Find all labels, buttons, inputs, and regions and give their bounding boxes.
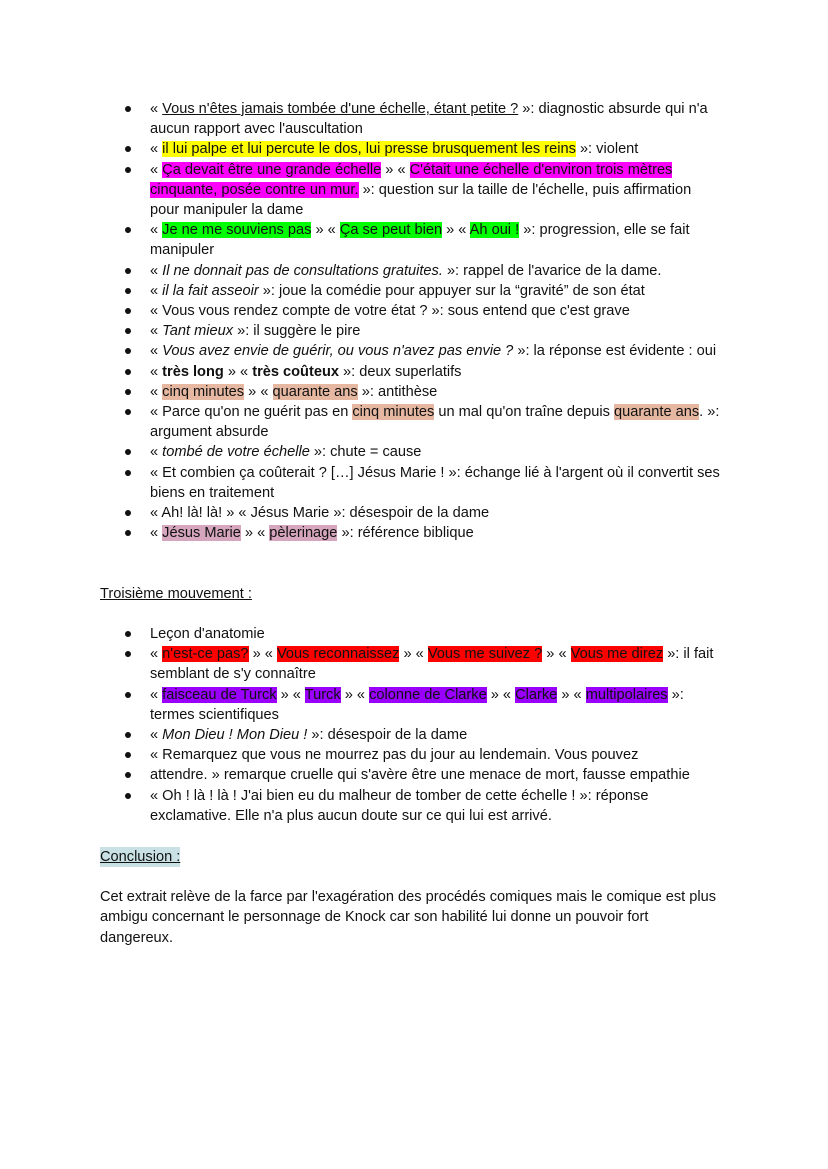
item-text: « — [150, 141, 163, 158]
highlighted-quote: Ça se peut bien — [339, 222, 443, 239]
item-text: » « — [276, 686, 305, 703]
item-text: »: question sur la taille de l'échelle, puis affirmation pour manipuler la dame — [150, 181, 692, 219]
highlighted-quote: C'était une échelle d'environ trois mètres cinquante, posée contre un mur. — [150, 161, 673, 198]
list-item — [0, 99, 720, 139]
list-item — [0, 341, 720, 361]
item-text: « — [150, 323, 163, 340]
item-text: « — [150, 383, 163, 400]
item-text: » « — [223, 363, 253, 380]
list-item — [0, 725, 720, 745]
list-item — [0, 685, 720, 725]
item-text: » « — [399, 646, 428, 663]
item-text: « Remarquez que vous ne mourrez pas du jour au lendemain. Vous pouvez — [150, 747, 639, 764]
item-text: . »: argument absurde — [150, 404, 720, 441]
item-text: »: deux superlatifs — [338, 363, 462, 380]
list-item — [0, 281, 720, 301]
highlighted-quote: colonne de Clarke — [369, 686, 487, 703]
item-text: »: désespoir de la dame — [307, 727, 468, 744]
item-text: « Oh ! là ! là ! J'ai bien eu du malheur de tomber de cette échelle ! »: réponse exclamative. Elle n'a plus aucun doute sur ce qui lui est arrivé. — [150, 787, 649, 824]
item-text: « Vous vous rendez compte de votre état ? »: sous entend que c'est grave — [150, 303, 630, 320]
item-text: » « — [381, 161, 410, 178]
item-text: Leçon d'anatomie — [150, 626, 265, 642]
list-item — [0, 463, 720, 503]
list-item — [0, 139, 720, 159]
item-text: »: antithèse — [357, 383, 438, 400]
highlighted-quote: Clarke — [515, 686, 558, 703]
conclusion-heading: Conclusion : — [100, 849, 181, 865]
third-movement-heading: Troisième mouvement : — [100, 586, 252, 602]
list-item — [0, 362, 720, 382]
item-text: » « — [557, 686, 586, 703]
item-text: »: il fait semblant de s'y connaître — [150, 646, 714, 683]
highlighted-quote: quarante ans — [272, 383, 358, 400]
item-text: « — [150, 727, 163, 744]
highlighted-quote: Vous me direz — [570, 646, 664, 663]
highlighted-quote: Vous me suivez ? — [427, 646, 543, 663]
item-text: « — [150, 222, 163, 239]
list-item — [0, 644, 720, 684]
item-text: »: la réponse est évidente : oui — [513, 343, 717, 360]
item-text: très long — [162, 363, 224, 380]
item-text: il la fait asseoir — [162, 282, 259, 299]
list-item — [0, 765, 720, 785]
item-text: « — [150, 444, 163, 461]
highlighted-quote: Je ne me souviens pas — [162, 222, 312, 239]
item-text: » « — [244, 383, 273, 400]
item-text: attendre. » remarque cruelle qui s'avère être une menace de mort, fausse empathie — [150, 767, 690, 784]
highlighted-quote: cinq minutes — [162, 383, 245, 400]
item-text: »: référence biblique — [337, 525, 474, 542]
item-text: « — [150, 161, 163, 178]
highlighted-quote: multipolaires — [585, 686, 668, 703]
list-item — [0, 160, 720, 221]
conclusion-paragraph: Cet extrait relève de la farce par l'exagération des procédés comiques mais le comique est plus ambigu concernant le personnage de Knock car son habilité lui donne un pouvoir fort dangereux. — [100, 889, 717, 946]
list-item — [0, 301, 720, 321]
item-text: » « — [340, 686, 370, 703]
item-text: »: joue la comédie pour appuyer sur la “gravité” de son état — [258, 282, 645, 299]
list-item — [0, 382, 720, 402]
item-text: « — [150, 343, 163, 360]
item-text: « — [150, 363, 163, 380]
item-text: Mon Dieu ! Mon Dieu ! — [162, 727, 308, 744]
item-text: « — [150, 101, 163, 117]
list-item — [0, 786, 720, 826]
item-text: Il ne donnait pas de consultations gratuites. — [162, 262, 443, 279]
list-item — [0, 745, 720, 765]
item-text: un mal qu'on traîne depuis — [434, 404, 614, 421]
highlighted-quote: Ah oui ! — [469, 222, 520, 239]
highlighted-quote: faisceau de Turck — [162, 686, 277, 703]
item-text: »: diagnostic absurde qui n'a aucun rapport avec l'auscultation — [150, 101, 708, 138]
item-text: « — [150, 646, 163, 663]
item-text: »: violent — [575, 141, 639, 158]
item-text: très coûteux — [252, 363, 339, 380]
list-item — [0, 402, 720, 442]
item-text: » « — [248, 646, 277, 663]
item-text: »: il suggère le pire — [233, 323, 361, 340]
item-text: »: termes scientifiques — [150, 686, 684, 723]
item-text: « — [150, 525, 163, 542]
item-text: » « — [542, 646, 571, 663]
highlighted-quote: Turck — [304, 686, 341, 703]
item-text: « Parce qu'on ne guérit pas en — [150, 404, 353, 421]
item-text: « Ah! là! là! » « Jésus Marie »: désespoir de la dame — [150, 505, 490, 522]
list-item — [0, 220, 720, 260]
highlighted-quote: quarante ans — [613, 404, 700, 421]
highlighted-quote: Ça devait être une grande échelle — [162, 161, 382, 178]
item-text: Tant mieux — [162, 323, 234, 340]
item-text: « — [150, 282, 163, 299]
item-text: « — [150, 686, 163, 703]
highlighted-quote: il lui palpe et lui percute le dos, lui presse brusquement les reins — [162, 141, 576, 158]
list-item — [0, 321, 720, 341]
list-item — [0, 523, 720, 543]
highlighted-quote: cinq minutes — [352, 404, 435, 421]
item-text: » « — [486, 686, 516, 703]
list-item — [0, 261, 720, 281]
item-text: Vous n'êtes jamais tombée d'une échelle, étant petite ? — [162, 101, 519, 117]
list-item — [0, 442, 720, 462]
item-text: « — [150, 262, 163, 279]
highlighted-quote: Jésus Marie — [162, 525, 241, 542]
item-text: tombé de votre échelle — [162, 444, 310, 461]
item-text: » « — [240, 525, 270, 542]
highlighted-quote: pèlerinage — [269, 525, 338, 542]
highlighted-quote: n'est-ce pas? — [162, 646, 249, 663]
item-text: » « — [442, 222, 470, 239]
item-text: « Et combien ça coûterait ? […] Jésus Marie ! »: échange lié à l'argent où il convertit ses biens en traitement — [150, 464, 720, 501]
item-text: »: progression, elle se fait manipuler — [150, 222, 690, 259]
highlighted-quote: Vous reconnaissez — [276, 646, 400, 663]
list-item — [0, 503, 720, 523]
third-movement-list — [0, 624, 828, 826]
item-text: »: chute = cause — [309, 444, 422, 461]
second-movement-list — [0, 99, 828, 543]
item-text: »: rappel de l'avarice de la dame. — [442, 262, 662, 279]
item-text: Vous avez envie de guérir, ou vous n'avez pas envie ? — [162, 343, 514, 360]
list-item — [0, 624, 720, 644]
item-text: » « — [311, 222, 340, 239]
